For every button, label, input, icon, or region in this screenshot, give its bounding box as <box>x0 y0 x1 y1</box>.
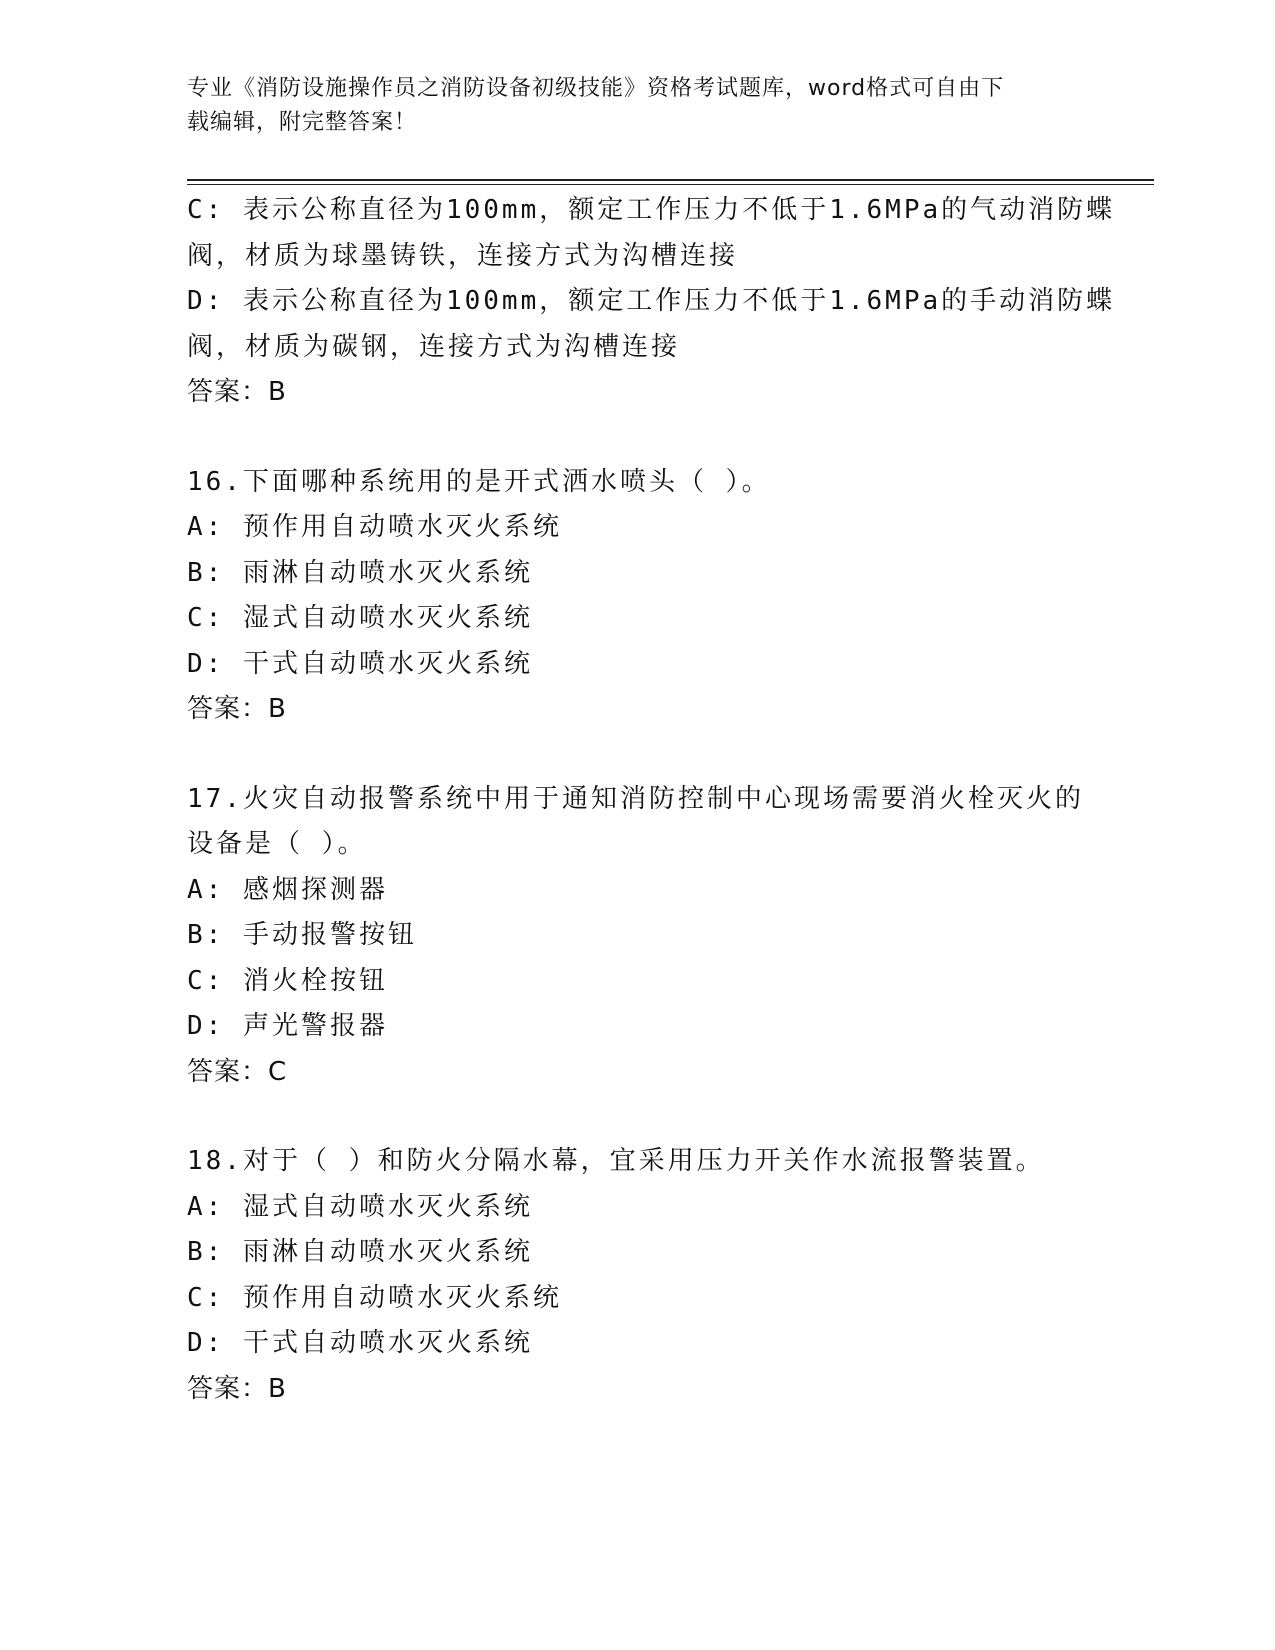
option-a: A: 预作用自动喷水灭火系统 <box>187 512 562 542</box>
option-b: B: 雨淋自动喷水灭火系统 <box>187 557 533 588</box>
option-d: D: 干式自动喷水灭火系统 <box>187 648 533 679</box>
spacer <box>187 416 1087 460</box>
option-d: D: 干式自动喷水灭火系统 <box>187 1328 533 1358</box>
answer: 答案：B <box>187 694 287 724</box>
question-stem: 18.对于（ ）和防火分隔水幕，宜采用压力开关作水流报警装置。 <box>187 1146 1045 1176</box>
header-line-2: 载编辑，附完整答案！ <box>187 110 418 135</box>
header-rule-thick <box>187 179 1154 181</box>
document-header <box>187 72 1067 140</box>
option-c-line-2: 阀，材质为球墨铸铁，连接方式为沟槽连接 <box>187 240 739 271</box>
question-17 <box>187 777 1087 1096</box>
header-line-1: 专业《消防设施操作员之消防设备初级技能》资格考试题库，word格式可自由下 <box>187 76 1005 101</box>
option-a: A: 湿式自动喷水灭火系统 <box>187 1191 533 1222</box>
header-rule-thin <box>187 184 1154 185</box>
question-stem-line-1: 17.火灾自动报警系统中用于通知消防控制中心现场需要消火栓灭火的 <box>187 783 1084 814</box>
question-16 <box>187 460 1087 733</box>
answer: 答案：B <box>187 1373 287 1404</box>
option-c-line-1: C: 表示公称直径为100mm，额定工作压力不低于1.6MPa的气动消防蝶 <box>187 195 1116 225</box>
option-d-line-1: D: 表示公称直径为100mm，额定工作压力不低于1.6MPa的手动消防蝶 <box>187 286 1116 316</box>
question-18 <box>187 1139 1087 1412</box>
question-stem: 16.下面哪种系统用的是开式洒水喷头（ ）。 <box>187 466 771 497</box>
option-c: C: 预作用自动喷水灭火系统 <box>187 1282 562 1313</box>
question-stem-line-2: 设备是（ ）。 <box>187 829 367 859</box>
spacer <box>187 733 1087 777</box>
option-b: B: 手动报警按钮 <box>187 920 417 950</box>
option-c: C: 消火栓按钮 <box>187 965 388 996</box>
option-d-line-2: 阀，材质为碳钢，连接方式为沟槽连接 <box>187 331 681 362</box>
option-a: A: 感烟探测器 <box>187 874 388 905</box>
spacer <box>187 1095 1087 1139</box>
answer: 答案：B <box>187 377 287 407</box>
question-15-continuation <box>187 188 1116 416</box>
question-content <box>187 188 1116 1412</box>
answer: 答案：C <box>187 1056 288 1087</box>
option-d: D: 声光警报器 <box>187 1011 388 1041</box>
option-b: B: 雨淋自动喷水灭火系统 <box>187 1237 533 1267</box>
option-c: C: 湿式自动喷水灭火系统 <box>187 603 533 633</box>
